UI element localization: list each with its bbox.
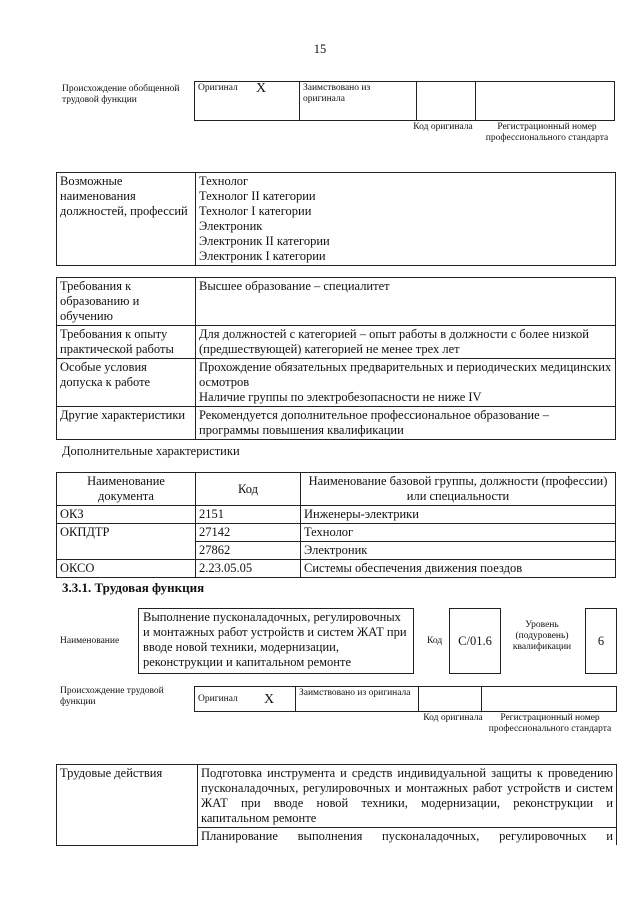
code-caption: Код оригинала xyxy=(423,713,483,723)
name-label: Наименование xyxy=(60,636,120,646)
req-label: Особые условия допуска к работе xyxy=(57,359,196,407)
req-value: Для должностей с категорией – опыт работы в должности с более низкой (предшествующей) категорией не менее трех лет xyxy=(196,326,616,359)
level-value: 6 xyxy=(585,608,617,674)
position-item: Электроник xyxy=(199,219,263,233)
borrowed-label: Заимствовано из оригинала xyxy=(300,82,417,121)
original-label: Оригинал xyxy=(195,687,262,712)
positions-table xyxy=(56,172,616,266)
req-label: Требования к образованию и обучению xyxy=(57,278,196,326)
position-item: Технолог I категории xyxy=(199,204,312,218)
doc-cell: ОКЗ xyxy=(57,506,196,524)
reg-caption: Регистрационный номер профессионального стандарта xyxy=(488,713,612,734)
table-row xyxy=(57,560,616,578)
name-cell: Электроник xyxy=(301,542,616,560)
req-line: Наличие группы по электробезопасности не ниже IV xyxy=(199,390,482,404)
origin2-table xyxy=(194,686,617,712)
borrowed-label: Заимствовано из оригинала xyxy=(296,687,419,712)
actions-table xyxy=(56,764,617,846)
req-value: Высшее образование – специалитет xyxy=(196,278,616,326)
reg-caption: Регистрационный номер профессионального стандарта xyxy=(485,122,609,143)
additional-title: Дополнительные характеристики xyxy=(62,444,240,458)
original-mark: X xyxy=(253,82,300,121)
header-name: Наименование базовой группы, должности (профессии) или специальности xyxy=(301,473,616,506)
page-number: 15 xyxy=(313,42,327,56)
origin-code-cell xyxy=(419,687,482,712)
original-label: Оригинал xyxy=(195,82,254,121)
function-name: Выполнение пусконаладочных, регулировочных и монтажных работ устройств и систем ЖАТ при вводе новой техники, модернизации, реконструкции и капитальном ремонте xyxy=(138,608,414,674)
section-title: 3.3.1. Трудовая функция xyxy=(62,580,205,595)
req-label: Требования к опыту практической работы xyxy=(57,326,196,359)
req-value: Рекомендуется дополнительное профессиональное образование – программы повышения квалификации xyxy=(196,407,616,440)
doc-cell: ОКПДТР xyxy=(57,524,196,560)
code-label: Код xyxy=(427,636,443,646)
name-cell: Технолог xyxy=(301,524,616,542)
name-cell: Системы обеспечения движения поездов xyxy=(301,560,616,578)
name-cell: Инженеры-электрики xyxy=(301,506,616,524)
req-label: Другие характеристики xyxy=(57,407,196,440)
action-item: Подготовка инструмента и средств индивидуальной защиты к проведению пусконаладочных, регулировочных и монтажных работ устройств и систем ЖАТ при вводе новой техники, модернизации, реконструкции и капитальном ремонте xyxy=(198,765,617,828)
code-cell: 2.23.05.05 xyxy=(196,560,301,578)
table-row xyxy=(57,524,616,542)
requirements-table xyxy=(56,277,616,440)
req-value xyxy=(196,359,616,407)
code-caption: Код оригинала xyxy=(413,122,473,132)
positions-list xyxy=(196,173,616,266)
action-item: Планирование выполнения пусконаладочных, регулировочных и xyxy=(198,828,617,846)
code-cell: 27142 xyxy=(196,524,301,542)
position-item: Технолог xyxy=(199,174,249,188)
origin-label: Происхождение обобщенной трудовой функции xyxy=(62,84,180,105)
table-row xyxy=(57,506,616,524)
doc-cell: ОКСО xyxy=(57,560,196,578)
position-item: Технолог II категории xyxy=(199,189,316,203)
additional-table xyxy=(56,472,616,578)
header-code: Код xyxy=(196,473,301,506)
code-cell: 2151 xyxy=(196,506,301,524)
code-cell: 27862 xyxy=(196,542,301,560)
original-mark: X xyxy=(261,687,296,712)
req-line: Прохождение обязательных предварительных и периодических медицинских осмотров xyxy=(199,360,612,389)
origin-reg-cell xyxy=(476,82,615,121)
position-item: Электроник I категории xyxy=(199,249,326,263)
level-label: Уровень (подуровень) квалификации xyxy=(512,620,572,652)
origin2-label: Происхождение трудовой функции xyxy=(60,686,164,707)
function-code: C/01.6 xyxy=(449,608,501,674)
header-doc: Наименование документа xyxy=(57,473,196,506)
origin-code-cell xyxy=(417,82,476,121)
actions-label: Трудовые действия xyxy=(57,765,198,846)
origin-table xyxy=(194,81,615,121)
position-item: Электроник II категории xyxy=(199,234,330,248)
positions-label: Возможные наименования должностей, профессий xyxy=(57,173,196,266)
origin-reg-cell xyxy=(482,687,617,712)
